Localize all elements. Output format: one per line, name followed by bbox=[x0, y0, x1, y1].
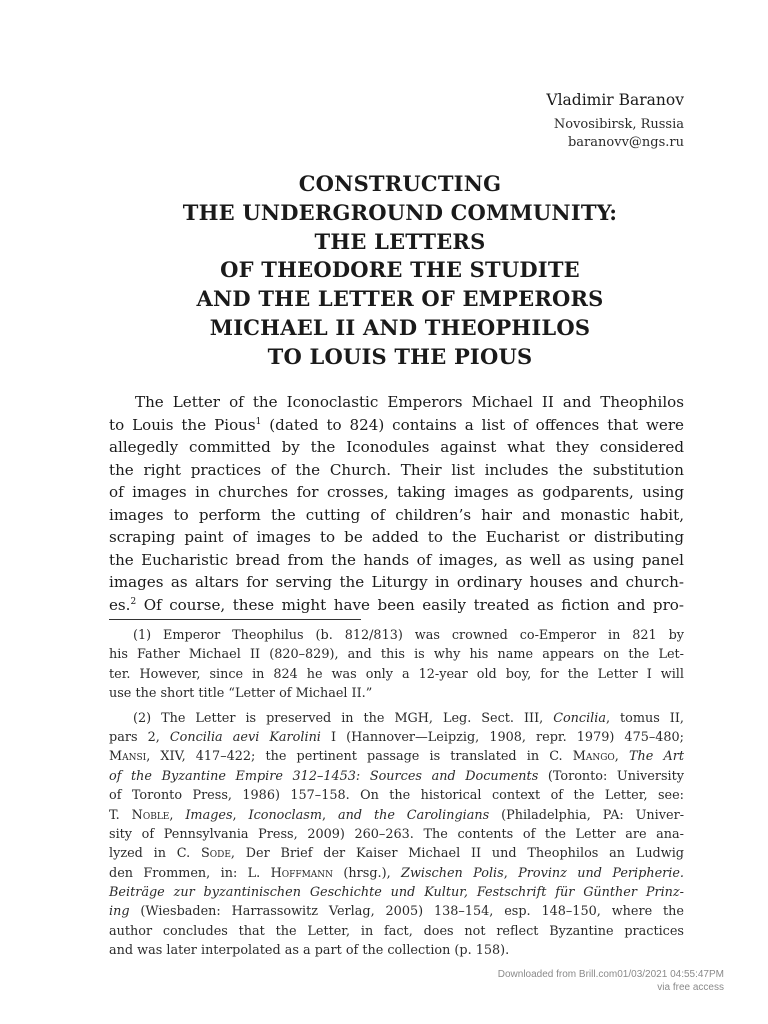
title-line: OF THEODORE THE STUDITE bbox=[220, 257, 580, 283]
body-line: the right practices of the Church. Their list includes the substitution bbox=[109, 460, 684, 479]
footnote-2-line: of Toronto Press, 1986) 157–158. On the historical context of the Letter, see: bbox=[109, 788, 684, 804]
title-line: MICHAEL II AND THEOPHILOS bbox=[209, 314, 591, 340]
text-run: , XIV, 417–422; the pertinent passage is translated in C. bbox=[146, 749, 573, 765]
text-run: , bbox=[614, 749, 629, 765]
body-line: allegedly committed by the Iconodules against what they considered bbox=[109, 438, 684, 456]
footnote-2-line bbox=[109, 844, 684, 863]
body-line bbox=[109, 414, 684, 437]
body-text-run: Of course, these might have been easily treated as fiction and pro- bbox=[136, 595, 684, 614]
text-run: lyzed in C. bbox=[109, 846, 201, 862]
italic-run: Beiträge zur byzantinischen Geschichte und Kultur, Festschrift für Günther Prinz- bbox=[109, 885, 684, 901]
italic-run: Concilia bbox=[553, 710, 606, 726]
title-line: THE UNDERGROUND COMMUNITY: bbox=[182, 199, 618, 225]
italic-run: Images bbox=[185, 807, 233, 823]
footnote-separator bbox=[109, 619, 361, 620]
footnote-2-line bbox=[109, 864, 684, 883]
author-email: baranovv@ngs.ru bbox=[567, 135, 684, 150]
footnote-ref-1: 1 bbox=[255, 416, 262, 427]
footnote-2-line bbox=[109, 883, 684, 902]
text-run: (Wiesbaden: Harrassowitz Verlag, 2005) 138–154, esp. 148–150, where the bbox=[129, 904, 684, 920]
footnote-1-line: (1) Emperor Theophilus (b. 812/813) was crowned co-Emperor in 821 by bbox=[133, 628, 684, 643]
footnote-1-line: his Father Michael II (820–829), and this is why his name appears on the Let- bbox=[109, 647, 684, 663]
smallcaps-run: Hoffmann bbox=[270, 865, 334, 881]
access-note: via free access bbox=[657, 982, 724, 993]
text-run: T. bbox=[109, 807, 132, 823]
footnote-2-line: sity of Pennsylvania Press, 2009) 260–263. The contents of the Letter are ana- bbox=[109, 826, 684, 842]
article-title bbox=[100, 170, 700, 372]
text-run: , bbox=[321, 807, 338, 823]
text-run: den Frommen, in: L. bbox=[109, 865, 271, 881]
text-run: (Philadelphia, PA: Univer- bbox=[489, 807, 685, 823]
text-run: , bbox=[169, 807, 186, 823]
footnote-2-line bbox=[109, 709, 684, 728]
footnote-2-line: and was later interpolated as a part of the collection (p. 158). bbox=[109, 943, 510, 959]
footnote-2-line: author concludes that the Letter, in fact, does not reflect Byzantine practices bbox=[109, 923, 684, 939]
footnote-1-line: use the short title “Letter of Michael II.” bbox=[109, 686, 373, 702]
body-line: images to perform the cutting of children’s hair and monastic habit, bbox=[109, 505, 684, 524]
text-run: , tomus II, bbox=[606, 710, 684, 726]
text-run: (2) The Letter is preserved in the MGH, Leg. Sect. III, bbox=[133, 710, 554, 726]
italic-run: The Art bbox=[629, 749, 684, 765]
author-affiliation: Novosibirsk, Russia bbox=[553, 117, 684, 132]
body-line: the Eucharistic bread from the hands of images, as well as using panel bbox=[109, 550, 684, 569]
body-paragraph bbox=[109, 391, 684, 616]
italic-run: and the Carolingians bbox=[337, 807, 490, 823]
text-run: , Der Brief der Kaiser Michael II und Theophilos an Ludwig bbox=[230, 846, 684, 862]
footnote-2-line bbox=[109, 902, 684, 921]
title-line: AND THE LETTER OF EMPERORS bbox=[196, 286, 604, 312]
text-run: (Toronto: University bbox=[538, 768, 684, 784]
body-text-run: (dated to 824) contains a list of offences that were bbox=[261, 415, 684, 434]
author-block bbox=[546, 90, 684, 152]
footnotes bbox=[109, 626, 684, 961]
text-run: , bbox=[232, 807, 249, 823]
text-run: (hrsg.), bbox=[333, 865, 402, 881]
italic-run: ing bbox=[109, 904, 130, 920]
title-line: CONSTRUCTING bbox=[298, 171, 502, 196]
title-line: THE LETTERS bbox=[314, 228, 486, 254]
body-text-run: to Louis the Pious bbox=[109, 415, 256, 434]
footnote-2-line bbox=[109, 728, 684, 747]
body-line bbox=[109, 594, 684, 617]
body-text-run: es. bbox=[109, 595, 131, 614]
footnote-1-line: ter. However, since in 824 he was only a 12-year old boy, for the Letter I will bbox=[109, 666, 684, 682]
italic-run: Zwischen Polis bbox=[401, 865, 504, 881]
body-line: scraping paint of images to be added to the Eucharist or distributing bbox=[109, 528, 684, 546]
footnote-ref-2: 2 bbox=[130, 596, 137, 607]
smallcaps-run: Mango bbox=[572, 749, 615, 765]
italic-run: Iconoclasm bbox=[248, 807, 322, 823]
title-line: TO LOUIS THE PIOUS bbox=[267, 343, 533, 369]
body-line: of images in churches for crosses, taking images as godparents, using bbox=[109, 483, 684, 501]
download-timestamp: Downloaded from Brill.com01/03/2021 04:55:47PM bbox=[497, 969, 724, 980]
author-name: Vladimir Baranov bbox=[546, 91, 684, 109]
body-line: The Letter of the Iconoclastic Emperors Michael II and Theophilos bbox=[135, 393, 684, 411]
italic-run: of the Byzantine Empire 312–1453: Sources and Documents bbox=[109, 768, 539, 784]
italic-run: Provinz und Peripherie. bbox=[518, 865, 684, 881]
smallcaps-run: Noble bbox=[131, 807, 170, 823]
text-run: pars 2, bbox=[109, 729, 170, 745]
italic-run: Concilia aevi Karolini bbox=[169, 729, 321, 745]
footnote-2-line bbox=[109, 806, 684, 825]
text-run: I (Hannover—Leipzig, 1908, repr. 1979) 475–480; bbox=[320, 729, 684, 745]
footnote-2-line bbox=[109, 767, 684, 786]
text-run: , bbox=[503, 865, 519, 881]
smallcaps-run: Mansi bbox=[109, 749, 147, 765]
body-line: images as altars for serving the Liturgy in ordinary houses and church- bbox=[109, 573, 684, 591]
smallcaps-run: Sode bbox=[200, 846, 231, 862]
download-footer bbox=[498, 968, 724, 994]
footnote-2-line bbox=[109, 747, 684, 766]
